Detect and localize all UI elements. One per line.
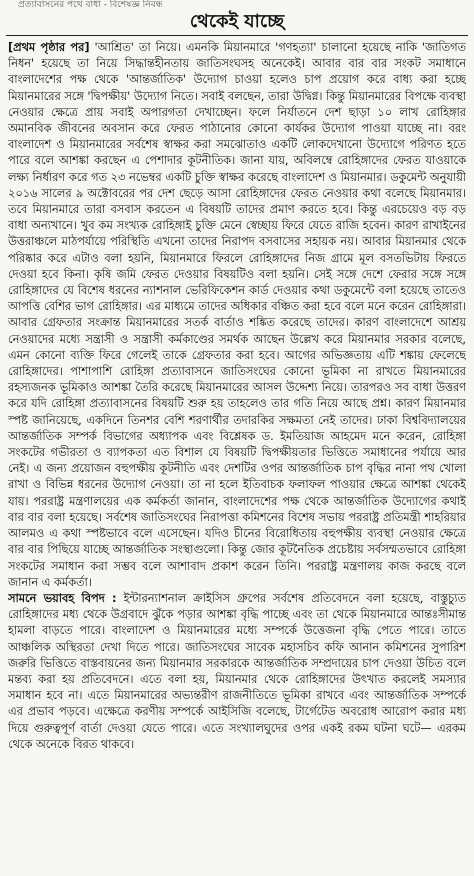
top-strip-text: প্রত্যাবাসনের পথে বাধা - বিশেষজ্ঞ নিবন্ধ <box>18 0 163 10</box>
paragraph-2 <box>8 591 466 753</box>
paragraph-1 <box>8 40 466 591</box>
continuation-kicker: [প্রথম পৃষ্ঠার পর] <box>8 41 90 54</box>
subhead: সামনে ভয়াবহ বিপদ : <box>8 591 117 605</box>
headline: থেকেই যাচ্ছে <box>189 11 285 32</box>
paragraph-2-text: ইন্টারন্যাশনাল ক্রাইসিস গ্রুপের সর্বশেষ প্রতিবেদনে বলা হয়েছে, বাস্তুচ্যুত রোহিঙ্গাদের মধ্য থেকে উগ্রবাদে ঝুঁকে পড়ার আশঙ্কা বৃদ্ধি পাচ্ছে এবং তা থেকে মিয়ানমারে আন্তঃসীমান্ত হামলা বাড়তে পারে। বাংলাদেশ ও মিয়ানমারের মধ্যে সম্পর্কে উত্তেজনা বৃদ্ধি পেতে পারে। তাতে আঞ্চলিক অস্থিরতা দেখা দিতে পারে। জাতিসংঘের সাবেক মহাসচিব কফি আনান কমিশনের সুপারিশ জরুরি ভিত্তিতে বাস্তবায়নের জন্য মিয়ানমার সরকারকে আন্তর্জাতিক সম্প্রদায়ের চাপ দেওয়া উচিত বলে মন্তব্য করা হয় প্রতিবেদনে। এতে বলা হয়, মিয়ানমার থেকে রোহিঙ্গাদের উৎখাত করলেই সমস্যার সমাধান হবে না। এতে মিয়ানমারের অভ্যন্তরীণ রাজনীতিতে ভূমিকা রাখবে এবং আন্তর্জাতিক সম্পর্কে এর প্রভাব পড়বে। এক্ষেত্রে করণীয় সম্পর্কে আইসিজি বলেছে, টার্গেটেড অবরোধ আরোপ করার মধ্য দিয়ে গুরুত্বপূর্ণ বার্তা দেওয়া যেতে পারে। এতে সংখ্যালঘুদের ওপর একই রকম ঘটনা ঘটে— এরকম থেকে অনেকে বিরত থাকবে। <box>8 591 466 751</box>
headline-rule <box>6 35 468 36</box>
paragraph-1-text: 'আশ্রিত' তা নিয়ে। এমনকি মিয়ানমারে 'গণহত্যা' চালানো হয়েছে নাকি 'জাতিগত নিধন' হয়েছে তা নিয়ে সিদ্ধান্তহীনতায় জাতিসংঘসহ অনেকেই। আবার বার বার সংকট সমাধানে বাংলাদেশের পক্ষ থেকে 'আন্তর্জাতিক' উদ্যোগ চাওয়া হলেও চাপ প্রয়োগ করে বাধ্য করা হচ্ছে মিয়ানমারের সঙ্গে 'দ্বিপক্ষীয়' উদ্যোগ নিতে। সবাই বলছেন, তারা উদ্বিগ্ন। কিন্তু মিয়ানমারের বিপক্ষে ব্যবস্থা নেওয়ার ক্ষেত্রে প্রায় সবাই অপারগতা দেখাচ্ছেন। ফলে নির্যাতনে দেশ ছাড়া ১০ লাখ রোহিঙ্গার অমানবিক জীবনের অবসান করে ফেরত পাঠানোর কোনো কার্যকর উদ্যোগ পাওয়া যাচ্ছে না। বরং বাংলাদেশ ও মিয়ানমারের সর্বশেষ স্বাক্ষর করা সমঝোতাও একটি লোকদেখানো উদ্যোগে পরিণত হতে পারে বলে আশঙ্কা করছেন এ পেশাদার কূটনীতিক। জানা যায়, অবিলম্বে রোহিঙ্গাদের ফেরত যাওয়াকে লক্ষ্য নির্ধারণ করে গত ২৩ নভেম্বর একটি চুক্তি স্বাক্ষর করেছে বাংলাদেশ ও মিয়ানমার। ডকুমেন্ট অনুযায়ী ২০১৬ সালের ৯ অক্টোবরের পর দেশ ছেড়ে আসা রোহিঙ্গাদের ফেরত নেওয়ার কথা বলেছে মিয়ানমার। তবে মিয়ানমারে তারা বসবাস করতেন এ বিষয়টি তাদের প্রমাণ করতে হবে। কিন্তু এরচেয়েও বড় বড় বাধা অন্যখানে। খুব কম সংখ্যক রোহিঙ্গাই চুক্তি মেনে স্বেচ্ছায় ফিরে যেতে রাজি হবেন। কারণ রাখাইনের উত্তরাঞ্চলে মাঠপর্যায়ে পরিস্থিতি এখনো তাদের নিরাপদ বসবাসের সহায়ক নয়। আবার মিয়ানমার থেকে পরিষ্কার করে এটাও বলা হয়নি, মিয়ানমারে ফিরলে রোহিঙ্গাদের নিজ গ্রামে মূল বসতভিটায় ফিরতে দেওয়া হবে কিনা। কৃষি জমি ফেরত দেওয়ার বিষয়টিও বলা হয়নি। সেই সঙ্গে দেশে ফেরার সঙ্গে সঙ্গে রোহিঙ্গাদের যে বিশেষ ধরনের ন্যাশনাল ভেরিফিকেশন কার্ড দেওয়ার কথা ডকুমেন্টে বলা হয়েছে তাতেও আপত্তি বেশির ভাগ রোহিঙ্গার। এর মাধ্যমে তাদের অধিকার বঞ্চিত করা হবে বলে মনে করেন রোহিঙ্গারা। আবার গ্রেফতার সংক্রান্ত মিয়ানমারের সতর্ক বার্তাও শঙ্কিত করেছে তাদের। কারণ বাংলাদেশে আশ্রয় নেওয়াদের মধ্যে সন্ত্রাসী ও সন্ত্রাসী কর্মকাণ্ডের সমর্থক আছেন উল্লেখ করে মিয়ানমার সরকার বলেছে, এমন কোনো ব্যক্তি ফিরে গেলেই তাকে গ্রেফতার করা হবে। আগের অভিজ্ঞতায় এটি শঙ্কায় ফেলেছে রোহিঙ্গাদের। পাশাপাশি রোহিঙ্গা প্রত্যাবাসনে জাতিসংঘের কোনো ভূমিকা না রাখতে মিয়ানমারের রহস্যজনক ভূমিকাও আশঙ্কা তৈরি করেছে মিয়ানমারের আসল উদ্দেশ্য নিয়ে। তারপরও সব বাধা উত্তরণ করে যদি রোহিঙ্গা প্রত্যাবাসনের বিষয়টি শুরু হয় তাহলেও তার গতি নিয়ে আছে প্রশ্ন। কারণ মিয়ানমার স্পষ্ট জানিয়েছে, একদিনে তিনশর বেশি শরণার্থীর তদারকির সক্ষমতা নেই তাদের। ঢাকা বিশ্ববিদ্যালয়ের আন্তর্জাতিক সম্পর্ক বিভাগের অধ্যাপক এবং বিশ্লেষক ড. ইমতিয়াজ আহমেদ মনে করেন, রোহিঙ্গা সংকটের গভীরতা ও ব্যাপকতা এত বিশাল যে বিষয়টি দ্বিপক্ষীয়তার ভিত্তিতে সমাধানের পর্যায়ে আর নেই। এ জন্য প্রয়োজন বহুপক্ষীয় কূটনীতি এবং দেশটির ওপর আন্তর্জাতিক চাপ বৃদ্ধির নানা পথ খোলা রাখা ও বিভিন্ন ধরনের উদ্যোগ নেওয়া। তা না হলে ইতিবাচক ফলাফল পাওয়ার ক্ষেত্রে আশঙ্কা থেকেই যায়। পররাষ্ট্র মন্ত্রণালয়ের এক কর্মকর্তা জানান, বাংলাদেশের পক্ষ থেকে আন্তর্জাতিক উদ্যোগের কথাই বার বার বলা হয়েছে। সর্বশেষ জাতিসংঘের নিরাপত্তা কমিশনের বিশেষ সভায় পররাষ্ট্র প্রতিমন্ত্রী শাহরিয়ার আলমও এ কথা স্পষ্টভাবে বলে এসেছেন। যদিও চীনের বিরোধিতায় বহুপক্ষীয় ব্যবস্থা নেওয়ার ক্ষেত্রে বার বার পিছিয়ে যাচ্ছে আন্তর্জাতিক সংস্থাগুলো। কিন্তু জোর কূটনৈতিক প্রচেষ্টায় সর্বসম্মতভাবে রোহিঙ্গা সংকটের সমাধান করা সম্ভব বলে আশাবাদ প্রকাশ করেন তিনি। পররাষ্ট্র মন্ত্রণালয় কাজ করছে বলে জানান এ কর্মকর্তা। <box>8 41 466 589</box>
article-body <box>8 40 466 874</box>
